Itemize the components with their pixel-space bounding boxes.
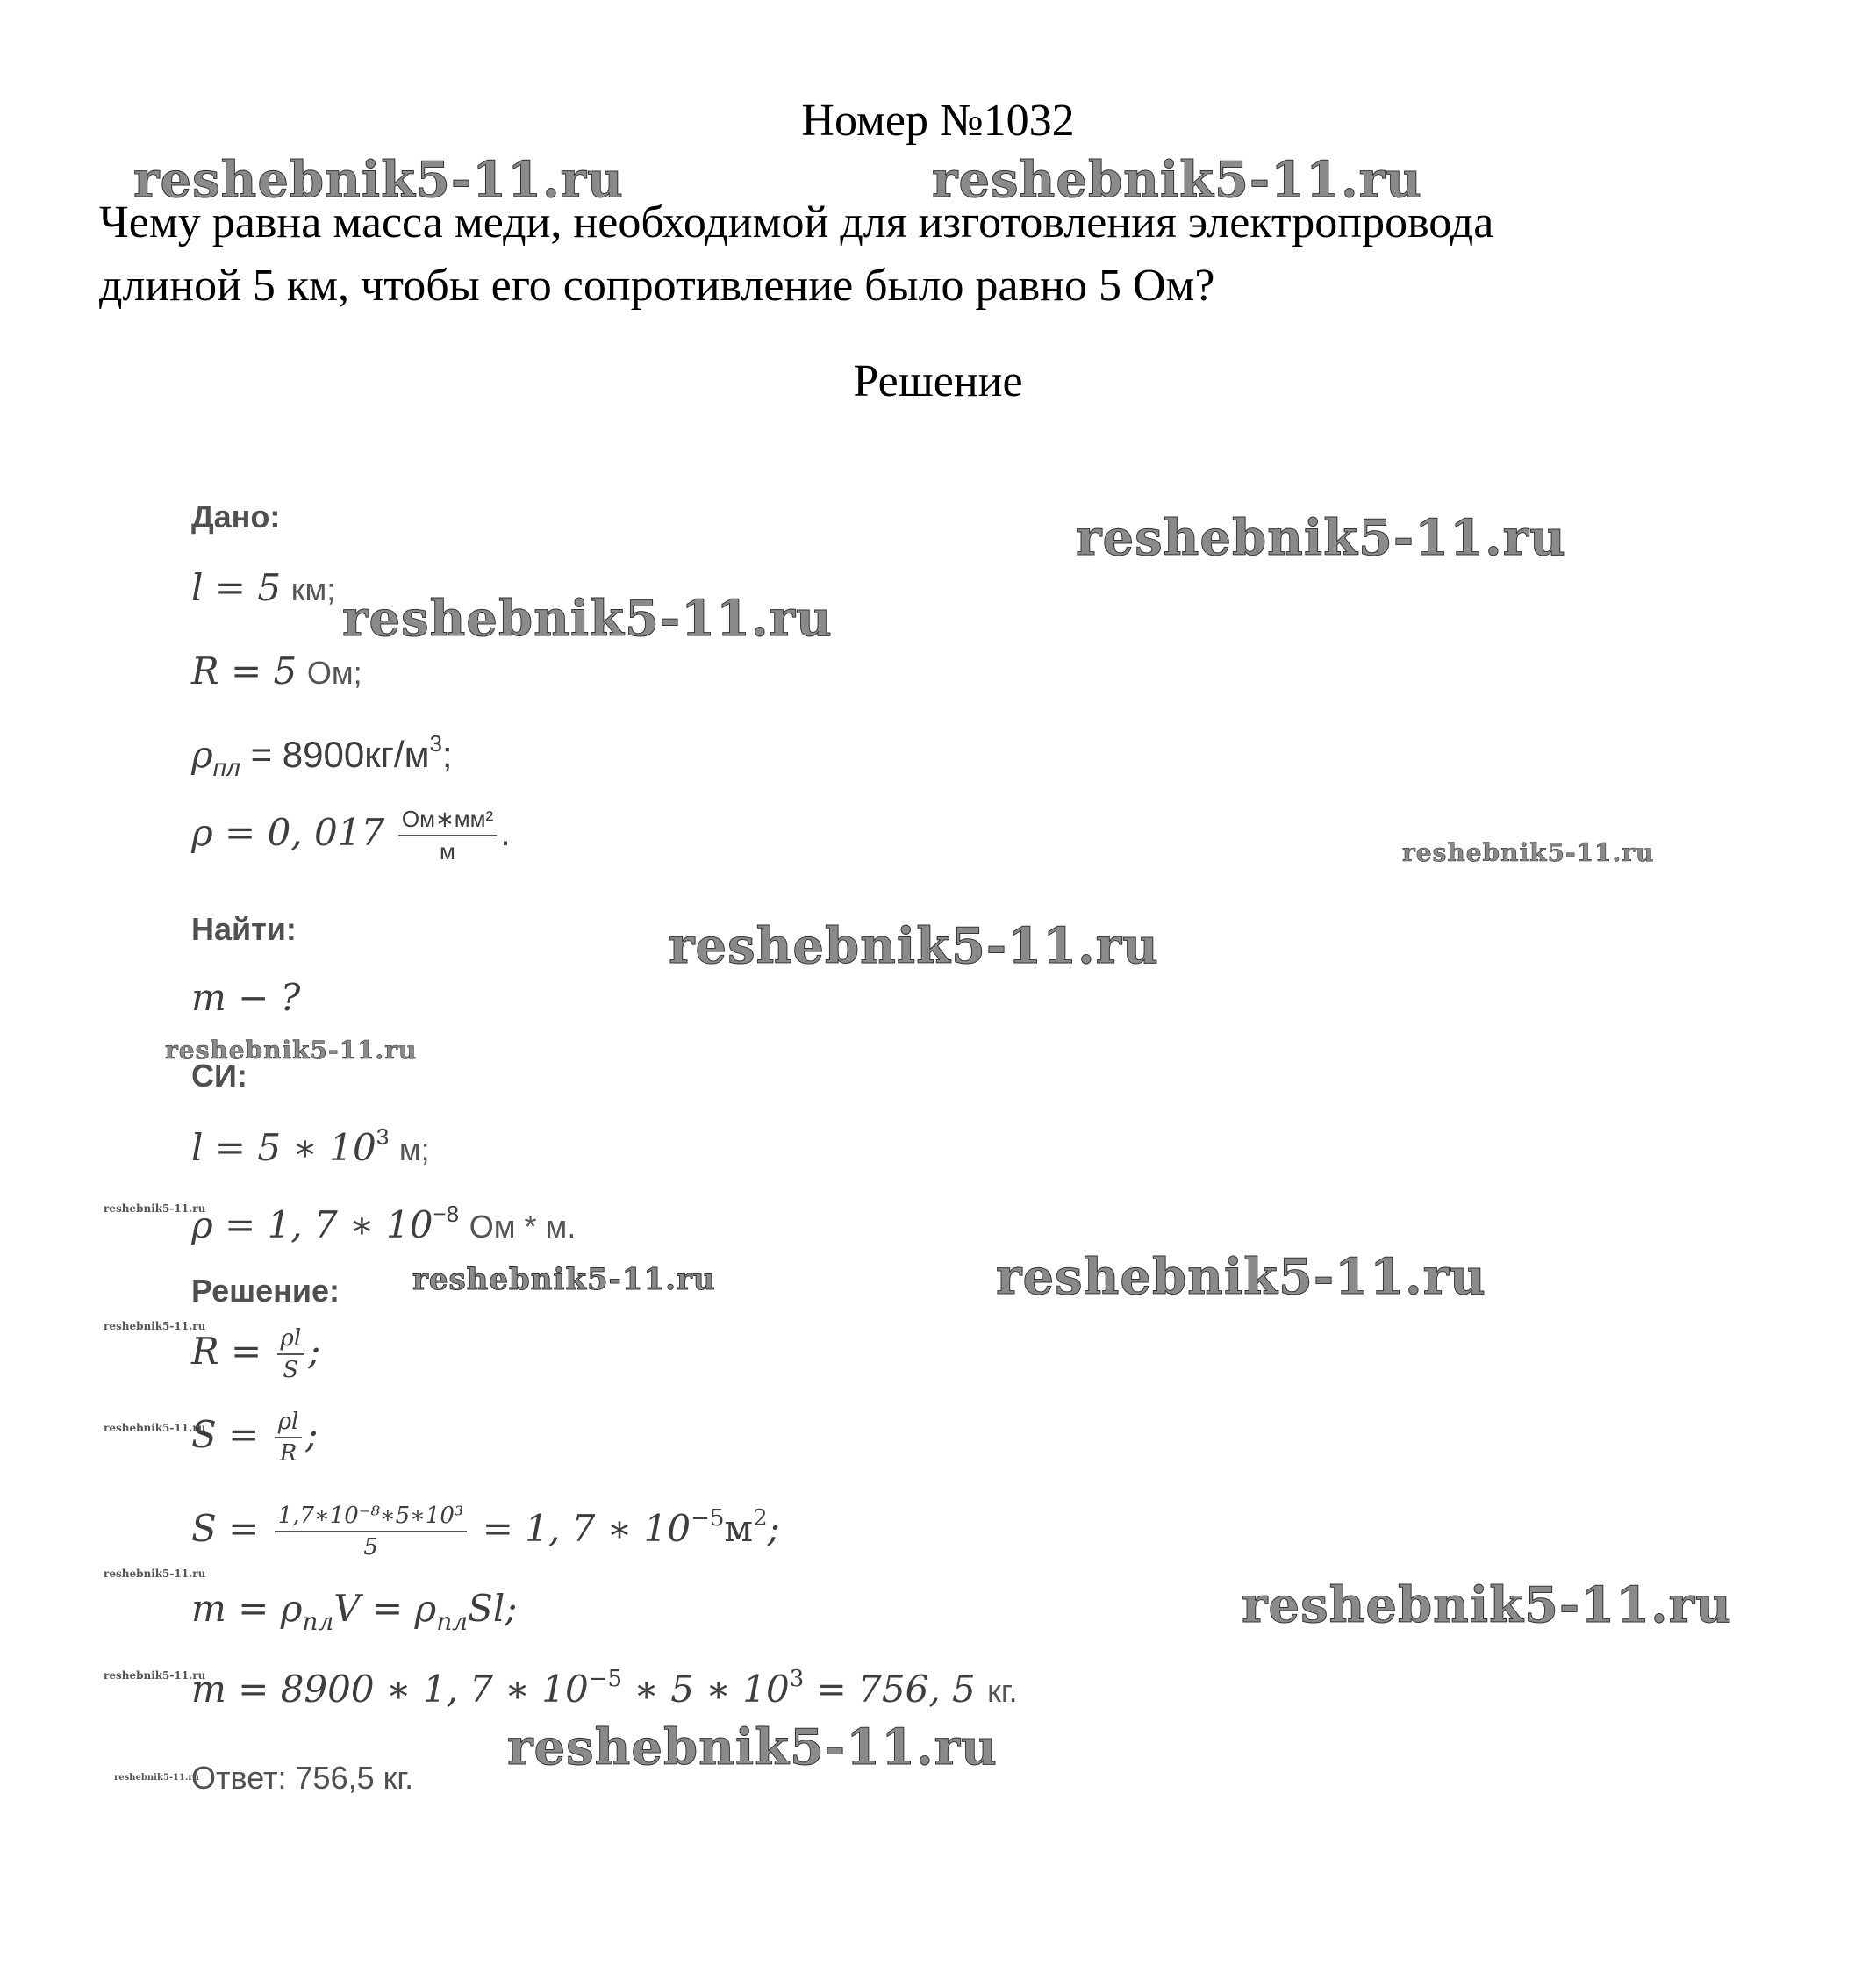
resistivity-fraction (398, 806, 497, 865)
watermark: reshebnik5-11.ru (114, 1773, 199, 1783)
work-line-3-lhs: S = (191, 1507, 260, 1550)
work-line-4-sub-2: пл (436, 1607, 469, 1636)
work-line-1-fraction (277, 1325, 305, 1383)
work-line-3-fraction (275, 1503, 468, 1560)
work-line-1-denominator: S (283, 1357, 299, 1383)
work-line-2-end: ; (305, 1413, 319, 1456)
work-line-5-exponent-2: 3 (789, 1666, 805, 1692)
density-exponent: 3 (429, 730, 442, 757)
work-line-2-denominator: R (279, 1440, 297, 1467)
work-line-2-numerator: ρl (275, 1409, 303, 1438)
watermark: reshebnik5-11.ru (412, 1262, 716, 1297)
work-line-1-numerator: ρl (277, 1325, 305, 1355)
si-resistivity-exponent: −8 (433, 1201, 460, 1227)
work-line-5 (191, 1666, 1018, 1711)
work-line-3-exponent: −5 (691, 1505, 725, 1532)
si-label: СИ: (191, 1058, 247, 1094)
work-line-4-m: m = ρ (191, 1587, 303, 1630)
work-line-3 (191, 1503, 780, 1560)
watermark: reshebnik5-11.ru (507, 1718, 998, 1776)
watermark: reshebnik5-11.ru (104, 1568, 206, 1580)
watermark: reshebnik5-11.ru (1402, 838, 1655, 867)
work-line-3-end: ; (767, 1507, 780, 1550)
find-value: m − ? (191, 976, 301, 1019)
work-label: Решение: (191, 1273, 340, 1309)
watermark: reshebnik5-11.ru (1242, 1576, 1732, 1634)
work-line-5-lhs: m = 8900 ∗ 1, 7 ∗ 10 (191, 1668, 589, 1711)
given-resistance-unit: Ом; (306, 655, 362, 691)
watermark: reshebnik5-11.ru (669, 917, 1159, 975)
si-length-eq: l = 5 ∗ 10 (191, 1126, 376, 1169)
si-resistivity (191, 1201, 576, 1246)
watermark: reshebnik5-11.ru (104, 1422, 206, 1434)
solution-heading: Решение (853, 356, 1023, 406)
find-label: Найти: (191, 911, 297, 947)
si-length-unit: м; (398, 1131, 430, 1167)
si-resistivity-eq: ρ = 1, 7 ∗ 10 (191, 1203, 433, 1246)
si-length (191, 1123, 430, 1169)
given-density (191, 730, 453, 782)
work-line-3-numerator: 1,7∗10⁻⁸∗5∗10³ (275, 1503, 468, 1532)
density-subscript: пл (212, 754, 240, 781)
watermark: reshebnik5-11.ru (104, 1202, 206, 1215)
work-line-4 (191, 1587, 517, 1636)
watermark: reshebnik5-11.ru (342, 590, 833, 648)
density-end: ; (441, 734, 453, 775)
watermark: reshebnik5-11.ru (932, 151, 1422, 209)
work-line-4-mid: V = ρ (333, 1587, 437, 1630)
watermark: reshebnik5-11.ru (104, 1320, 206, 1332)
work-line-3-unit: м (724, 1507, 754, 1550)
density-symbol: ρ (191, 733, 213, 776)
watermark: reshebnik5-11.ru (1076, 509, 1566, 567)
resistivity-denominator: м (440, 838, 455, 865)
page-title: Номер №1032 (801, 96, 1075, 146)
given-length-eq: l = 5 (191, 566, 282, 609)
work-line-5-rhs: = 756, 5 (815, 1668, 976, 1711)
given-length (191, 566, 335, 609)
density-value: = 8900кг/м (250, 734, 430, 775)
given-length-unit: км; (290, 571, 336, 607)
resistivity-eq: ρ = 0, 017 (191, 811, 385, 855)
given-resistance (191, 649, 362, 692)
work-line-4-end: Sl; (468, 1587, 518, 1630)
work-line-4-sub-1: пл (302, 1607, 334, 1636)
problem-line-2: длиной 5 км, чтобы его сопротивление было равно 5 Ом? (99, 261, 1215, 311)
work-line-5-exponent-1: −5 (588, 1666, 623, 1692)
problem-line-1: Чему равна масса меди, необходимой для изготовления электропровода (99, 197, 1494, 248)
work-line-3-mid: = 1, 7 ∗ 10 (482, 1507, 691, 1550)
work-line-2 (191, 1409, 318, 1467)
watermark: reshebnik5-11.ru (996, 1248, 1486, 1306)
watermark: reshebnik5-11.ru (165, 1036, 418, 1065)
watermark: reshebnik5-11.ru (104, 1669, 206, 1682)
given-resistivity (191, 806, 511, 865)
answer: Ответ: 756,5 кг. (191, 1760, 414, 1796)
work-line-1-lhs: R = (191, 1330, 262, 1373)
work-line-1-end: ; (308, 1330, 321, 1373)
resistivity-end: . (500, 812, 511, 854)
given-label: Дано: (191, 499, 281, 535)
problem-statement (99, 191, 1493, 318)
work-line-1 (191, 1325, 320, 1383)
si-length-exponent: 3 (376, 1123, 390, 1150)
resistivity-numerator: Ом∗мм² (398, 806, 497, 836)
work-line-3-denominator: 5 (363, 1534, 378, 1560)
work-line-5-unit: кг. (987, 1673, 1018, 1709)
watermark: reshebnik5-11.ru (133, 151, 624, 209)
work-line-5-mid: ∗ 5 ∗ 10 (634, 1668, 790, 1711)
work-line-3-unit-exponent: 2 (753, 1505, 768, 1532)
si-resistivity-unit: Ом * м. (469, 1209, 576, 1245)
work-line-2-lhs: S = (191, 1413, 260, 1456)
given-resistance-eq: R = 5 (191, 649, 297, 692)
work-line-2-fraction (275, 1409, 303, 1467)
